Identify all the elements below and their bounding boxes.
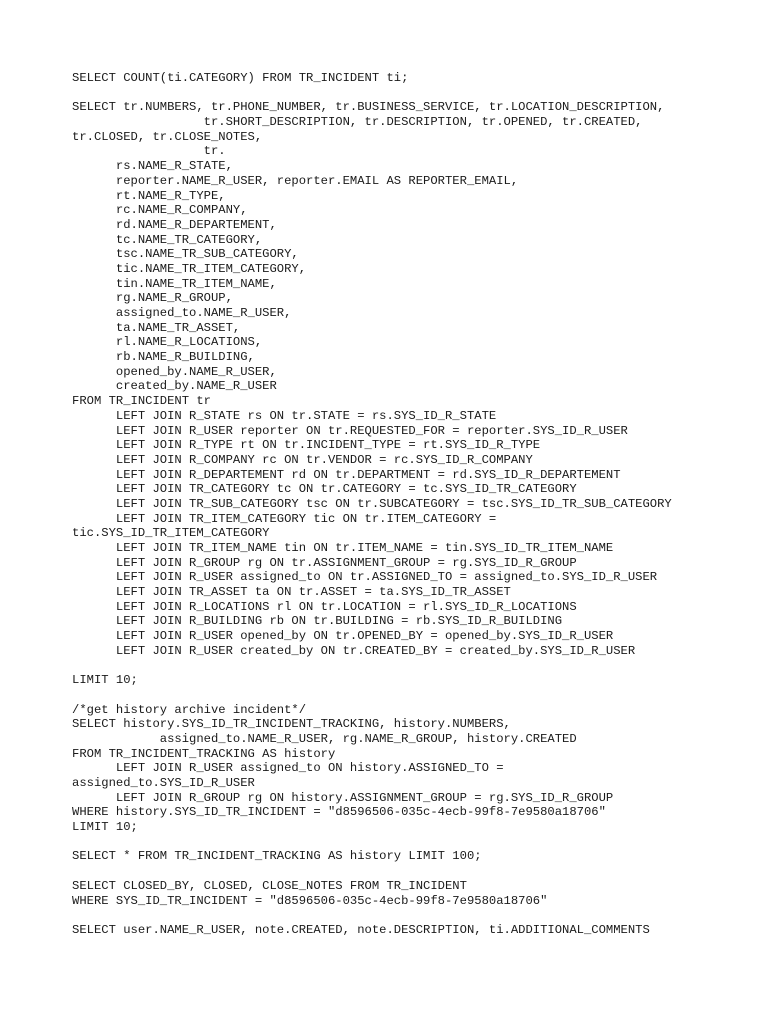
code-line: tic.NAME_TR_ITEM_CATEGORY, bbox=[72, 261, 307, 276]
code-line: rd.NAME_R_DEPARTEMENT, bbox=[72, 217, 277, 232]
code-line: LEFT JOIN R_BUILDING rb ON tr.BUILDING = rb.SYS_ID_R_BUILDING bbox=[72, 614, 563, 629]
code-line: FROM TR_INCIDENT tr bbox=[72, 394, 211, 409]
code-line: LEFT JOIN R_DEPARTEMENT rd ON tr.DEPARTMENT = rd.SYS_ID_R_DEPARTEMENT bbox=[72, 467, 621, 482]
code-line: /*get history archive incident*/ bbox=[72, 702, 307, 717]
code-line: opened_by.NAME_R_USER, bbox=[72, 364, 277, 379]
code-line: rs.NAME_R_STATE, bbox=[72, 159, 233, 174]
code-line: LEFT JOIN R_COMPANY rc ON tr.VENDOR = rc.SYS_ID_R_COMPANY bbox=[72, 452, 533, 467]
code-line: LEFT JOIN R_USER assigned_to ON tr.ASSIGNED_TO = assigned_to.SYS_ID_R_USER bbox=[72, 570, 658, 585]
code-line: tin.NAME_TR_ITEM_NAME, bbox=[72, 276, 277, 291]
sql-code-block bbox=[72, 71, 752, 938]
code-line: LEFT JOIN R_STATE rs ON tr.STATE = rs.SYS_ID_R_STATE bbox=[72, 408, 497, 423]
code-line: tc.NAME_TR_CATEGORY, bbox=[72, 232, 263, 247]
code-line: tic.SYS_ID_TR_ITEM_CATEGORY bbox=[72, 526, 270, 541]
code-line: SELECT COUNT(ti.CATEGORY) FROM TR_INCIDENT ti; bbox=[72, 71, 409, 85]
blank-line bbox=[72, 864, 752, 879]
code-line: LEFT JOIN R_USER reporter ON tr.REQUESTED_FOR = reporter.SYS_ID_R_USER bbox=[72, 423, 628, 438]
code-line: LIMIT 10; bbox=[72, 820, 138, 835]
code-line: assigned_to.NAME_R_USER, rg.NAME_R_GROUP, history.CREATED bbox=[72, 731, 577, 746]
code-line: LEFT JOIN TR_ITEM_CATEGORY tic ON tr.ITEM_CATEGORY = bbox=[72, 511, 497, 526]
code-line: rt.NAME_R_TYPE, bbox=[72, 188, 226, 203]
code-line: SELECT history.SYS_ID_TR_INCIDENT_TRACKING, history.NUMBERS, bbox=[72, 717, 511, 732]
code-line: assigned_to.SYS_ID_R_USER bbox=[72, 776, 255, 790]
code-line: LEFT JOIN TR_ITEM_NAME tin ON tr.ITEM_NAME = tin.SYS_ID_TR_ITEM_NAME bbox=[72, 541, 614, 555]
blank-line bbox=[72, 688, 752, 703]
blank-line bbox=[72, 86, 752, 101]
blank-line bbox=[72, 908, 752, 923]
code-line: tr.SHORT_DESCRIPTION, tr.DESCRIPTION, tr.OPENED, tr.CREATED, bbox=[72, 115, 643, 130]
code-line: SELECT user.NAME_R_USER, note.CREATED, note.DESCRIPTION, ti.ADDITIONAL_COMMENTS bbox=[72, 922, 650, 937]
code-line: LEFT JOIN R_USER created_by ON tr.CREATED_BY = created_by.SYS_ID_R_USER bbox=[72, 643, 636, 658]
code-line: ta.NAME_TR_ASSET, bbox=[72, 320, 241, 335]
code-line: reporter.NAME_R_USER, reporter.EMAIL AS REPORTER_EMAIL, bbox=[72, 173, 519, 188]
code-line: WHERE history.SYS_ID_TR_INCIDENT = "d8596506-035c-4ecb-99f8-7e9580a18706" bbox=[72, 805, 606, 820]
code-line: SELECT tr.NUMBERS, tr.PHONE_NUMBER, tr.BUSINESS_SERVICE, tr.LOCATION_DESCRIPTION, bbox=[72, 100, 665, 115]
code-line: created_by.NAME_R_USER bbox=[72, 379, 277, 394]
code-line: LEFT JOIN R_GROUP rg ON history.ASSIGNMENT_GROUP = rg.SYS_ID_R_GROUP bbox=[72, 790, 614, 805]
code-line: LEFT JOIN R_TYPE rt ON tr.INCIDENT_TYPE = rt.SYS_ID_R_TYPE bbox=[72, 438, 541, 453]
code-line: SELECT * FROM TR_INCIDENT_TRACKING AS history LIMIT 100; bbox=[72, 849, 482, 864]
code-line: LEFT JOIN TR_ASSET ta ON tr.ASSET = ta.SYS_ID_TR_ASSET bbox=[72, 585, 511, 600]
code-line: LEFT JOIN TR_SUB_CATEGORY tsc ON tr.SUBCATEGORY = tsc.SYS_ID_TR_SUB_CATEGORY bbox=[72, 496, 672, 511]
blank-line bbox=[72, 659, 752, 674]
code-line: SELECT CLOSED_BY, CLOSED, CLOSE_NOTES FROM TR_INCIDENT bbox=[72, 878, 467, 893]
code-line: rb.NAME_R_BUILDING, bbox=[72, 350, 255, 365]
code-line: LEFT JOIN R_USER opened_by ON tr.OPENED_BY = opened_by.SYS_ID_R_USER bbox=[72, 629, 614, 644]
code-line: LEFT JOIN R_GROUP rg ON tr.ASSIGNMENT_GROUP = rg.SYS_ID_R_GROUP bbox=[72, 555, 577, 570]
code-line: assigned_to.NAME_R_USER, bbox=[72, 306, 292, 320]
code-line: tr.CLOSED, tr.CLOSE_NOTES, bbox=[72, 129, 263, 144]
code-line: LEFT JOIN R_LOCATIONS rl ON tr.LOCATION = rl.SYS_ID_R_LOCATIONS bbox=[72, 599, 577, 614]
code-line: rl.NAME_R_LOCATIONS, bbox=[72, 335, 263, 350]
document-page bbox=[72, 71, 752, 938]
code-line: LEFT JOIN TR_CATEGORY tc ON tr.CATEGORY = tc.SYS_ID_TR_CATEGORY bbox=[72, 482, 577, 497]
code-line: rc.NAME_R_COMPANY, bbox=[72, 203, 248, 218]
code-line: LIMIT 10; bbox=[72, 673, 138, 688]
code-line: rg.NAME_R_GROUP, bbox=[72, 291, 233, 306]
code-line: LEFT JOIN R_USER assigned_to ON history.ASSIGNED_TO = bbox=[72, 761, 504, 776]
code-line: tr. bbox=[72, 144, 226, 159]
code-line: WHERE SYS_ID_TR_INCIDENT = "d8596506-035c-4ecb-99f8-7e9580a18706" bbox=[72, 893, 548, 908]
code-line: tsc.NAME_TR_SUB_CATEGORY, bbox=[72, 247, 299, 262]
blank-line bbox=[72, 835, 752, 850]
code-line: FROM TR_INCIDENT_TRACKING AS history bbox=[72, 746, 336, 761]
